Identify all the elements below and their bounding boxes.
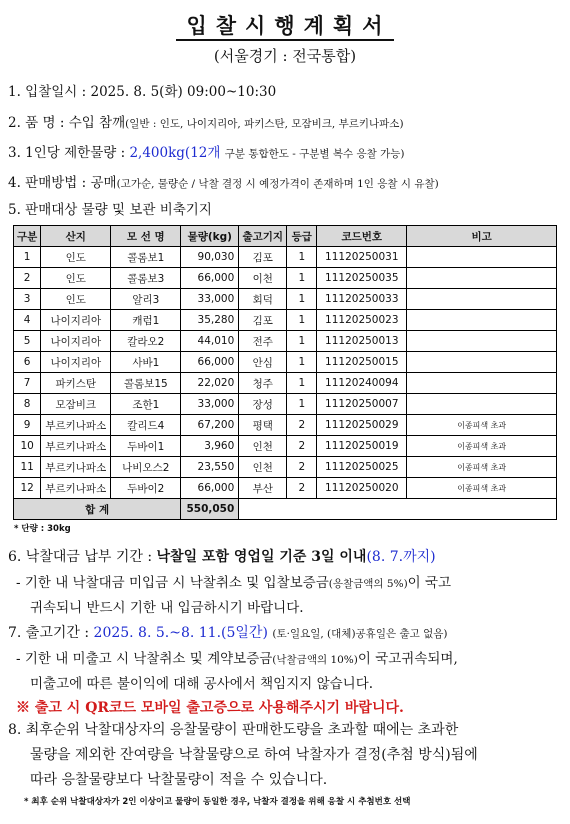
table-cell: 콜롬보1 [111,247,181,268]
table-cell: 콜롬보3 [111,268,181,289]
payment-warning-line1: - 기한 내 낙찰대금 미입금 시 낙찰취소 및 입찰보증금(응찰금액의 5%)이 국고 [16,575,452,591]
table-cell: 11120240094 [317,373,407,394]
document-title: 입찰시행계획서 [0,10,570,40]
table-cell: 두바이2 [111,478,181,499]
table-cell: 장성 [239,394,287,415]
table-cell: 1 [287,268,317,289]
table-cell: 사바1 [111,352,181,373]
table-cell: 90,030 [181,247,239,268]
table-cell: 이종피색 초과 [407,478,557,499]
table-cell: 2 [14,268,41,289]
table-cell: 2 [287,478,317,499]
table-cell [407,268,557,289]
unit-weight-note: * 단량 : 30kg [14,524,71,534]
table-cell: 33,000 [181,289,239,310]
release-warning-line1: - 기한 내 미출고 시 낙찰취소 및 계약보증금(낙찰금액의 10%)이 국고귀속되며, [16,651,458,667]
table-cell [407,247,557,268]
table-row [14,436,557,457]
table-row [14,310,557,331]
table-cell: 35,280 [181,310,239,331]
total-label: 합 계 [14,499,181,520]
table-cell: 파키스탄 [41,373,111,394]
table-cell: 칼라오2 [111,331,181,352]
table-header-cell: 산지 [41,226,111,247]
table-cell: 2 [287,415,317,436]
release-warning-line2: 미출고에 따른 불이익에 대해 공사에서 책임지지 않습니다. [30,676,374,692]
table-cell: 이종피색 초과 [407,457,557,478]
table-cell: 11120250033 [317,289,407,310]
sales-volume-table [13,225,557,520]
table-cell: 11120250019 [317,436,407,457]
table-cell: 부르키나파소 [41,436,111,457]
item-volume-heading: 5. 판매대상 물량 및 보관 비축기지 [8,202,212,218]
table-cell: 콜롬보15 [111,373,181,394]
table-cell: 나이지리아 [41,331,111,352]
table-cell: 33,000 [181,394,239,415]
table-cell: 44,010 [181,331,239,352]
table-cell [407,331,557,352]
table-cell: 66,000 [181,478,239,499]
table-header-cell: 출고기지 [239,226,287,247]
table-cell: 칼리드4 [111,415,181,436]
document-subtitle: (서울경기 : 전국통합) [213,47,357,65]
table-cell: 부르키나파소 [41,415,111,436]
item-limit: 3. 1인당 제한물량 : 2,400kg(12개 구분 통합한도 - 구분별 복수 응찰 가능) [8,145,405,161]
table-cell: 11120250023 [317,310,407,331]
table-cell: 10 [14,436,41,457]
qr-code-warning: ※ 출고 시 QR코드 모바일 출고증으로 사용해주시기 바랍니다. [16,700,404,716]
section-release-period: 7. 출고기간 : 2025. 8. 5.~8. 11.(5일간) (토·일요일, (대체)공휴일은 출고 없음) [8,625,448,641]
table-cell: 11120250020 [317,478,407,499]
table-cell: 1 [287,394,317,415]
table-cell: 3 [14,289,41,310]
table-cell: 5 [14,331,41,352]
table-cell: 1 [287,373,317,394]
table-cell: 나이지리아 [41,310,111,331]
table-total-row [14,499,557,520]
table-cell: 안심 [239,352,287,373]
table-cell: 두바이1 [111,436,181,457]
table-cell: 66,000 [181,352,239,373]
table-header-cell: 모 선 명 [111,226,181,247]
table-cell: 4 [14,310,41,331]
table-cell: 이천 [239,268,287,289]
table-row [14,268,557,289]
table-cell: 인도 [41,268,111,289]
table-cell: 청주 [239,373,287,394]
table-cell: 1 [287,310,317,331]
table-row [14,247,557,268]
table-row [14,457,557,478]
table-cell: 11120250007 [317,394,407,415]
table-cell: 11 [14,457,41,478]
table-row [14,331,557,352]
table-cell: 인도 [41,247,111,268]
table-header-cell: 등급 [287,226,317,247]
table-row [14,289,557,310]
table-cell: 3,960 [181,436,239,457]
table-cell: 1 [287,352,317,373]
item-product: 2. 품 명 : 수입 참깨(일반 : 인도, 나이지리아, 파키스탄, 모잠비크, 부르키나파소) [8,115,404,131]
table-cell: 나이지리아 [41,352,111,373]
table-header-cell: 비고 [407,226,557,247]
table-cell: 6 [14,352,41,373]
item-method: 4. 판매방법 : 공매(고가순, 물량순 / 낙찰 결정 시 예정가격이 존재하며 1인 응찰 시 유찰) [8,175,439,191]
total-empty-cell [239,499,557,520]
table-cell: 11120250015 [317,352,407,373]
section-final-bidder: 8. 최후순위 낙찰대상자의 응찰물량이 판매한도량을 초과할 때에는 초과한 물량을 제외한 잔여량을 낙찰물량으로 하여 낙찰자가 결정(추첨 방식)됨에 따라 응찰물량보다 낙찰물량이 적을 수 있습니다. [8,722,478,788]
table-cell: 12 [14,478,41,499]
table-cell: 2 [287,457,317,478]
table-cell: 인천 [239,436,287,457]
table-cell: 22,020 [181,373,239,394]
table-cell: 인천 [239,457,287,478]
table-cell [407,289,557,310]
table-cell [407,373,557,394]
table-cell: 11120250031 [317,247,407,268]
payment-warning-line2: 귀속되니 반드시 기한 내 입금하시기 바랍니다. [30,600,304,616]
table-row [14,478,557,499]
table-cell: 11120250029 [317,415,407,436]
table-row [14,394,557,415]
table-header-cell: 코드번호 [317,226,407,247]
table-row [14,415,557,436]
table-cell: 이종피색 초과 [407,436,557,457]
table-cell [407,394,557,415]
table-cell: 8 [14,394,41,415]
table-cell: 2 [287,436,317,457]
table-cell: 조한1 [111,394,181,415]
table-header-row [14,226,557,247]
item-bid-datetime: 1. 입찰일시 : 2025. 8. 5(화) 09:00~10:30 [8,84,277,100]
table-cell: 1 [287,289,317,310]
table-cell: 11120250035 [317,268,407,289]
table-cell: 평택 [239,415,287,436]
table-header-cell: 구분 [14,226,41,247]
table-cell: 부르키나파소 [41,457,111,478]
table-cell: 부르키나파소 [41,478,111,499]
table-cell: 1 [14,247,41,268]
table-cell: 이종피색 초과 [407,415,557,436]
table-cell: 66,000 [181,268,239,289]
table-header-cell: 물량(kg) [181,226,239,247]
table-cell: 김포 [239,310,287,331]
lottery-note: * 최후 순위 낙찰대상자가 2인 이상이고 물량이 동일한 경우, 낙찰자 결정을 위해 응찰 시 추첨번호 선택 [24,797,411,807]
table-row [14,352,557,373]
table-cell: 67,200 [181,415,239,436]
table-cell: 23,550 [181,457,239,478]
table-cell: 알리3 [111,289,181,310]
table-cell: 11120250013 [317,331,407,352]
table-cell [407,310,557,331]
table-cell: 부산 [239,478,287,499]
table-row [14,373,557,394]
table-cell: 캐럼1 [111,310,181,331]
table-cell: 인도 [41,289,111,310]
table-cell: 1 [287,247,317,268]
table-cell: 나비오스2 [111,457,181,478]
table-cell [407,352,557,373]
table-cell: 7 [14,373,41,394]
table-cell: 회덕 [239,289,287,310]
total-value: 550,050 [181,499,239,520]
section-payment-deadline: 6. 낙찰대금 납부 기간 : 낙찰일 포함 영업일 기준 3일 이내(8. 7.까지) [8,549,436,565]
table-cell: 모잠비크 [41,394,111,415]
table-cell: 1 [287,331,317,352]
table-cell: 9 [14,415,41,436]
table-cell: 전주 [239,331,287,352]
table-cell: 11120250025 [317,457,407,478]
table-cell: 김포 [239,247,287,268]
